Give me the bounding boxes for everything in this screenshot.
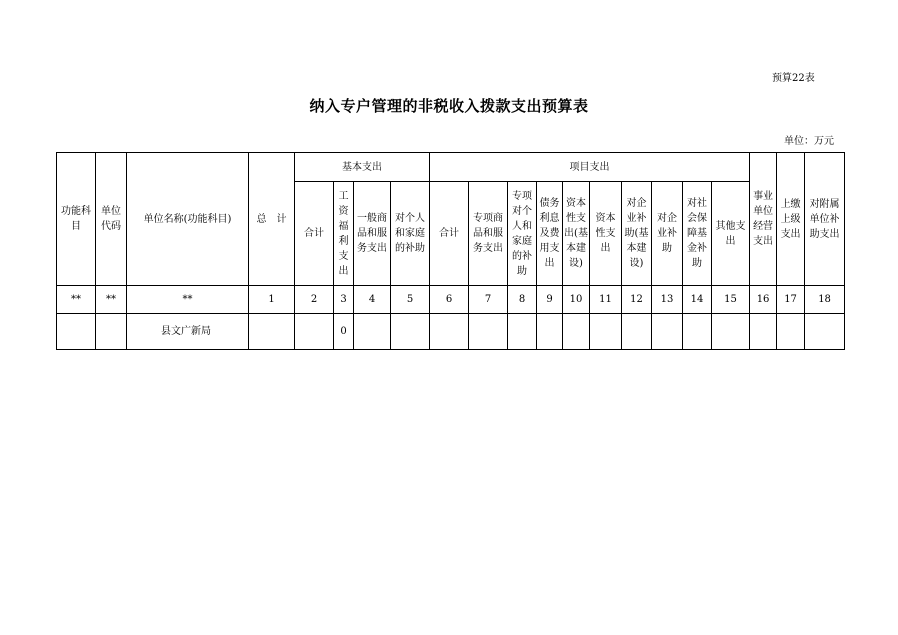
index-cell-16: 16 — [750, 286, 777, 314]
budget-table — [56, 152, 845, 350]
row-cell-basic-subtotal — [295, 314, 334, 350]
row-cell-business — [750, 314, 777, 350]
group-header-project: 项目支出 — [430, 153, 750, 182]
index-cell-func: ** — [57, 286, 96, 314]
index-cell-15: 15 — [712, 286, 750, 314]
index-cell-7: 7 — [469, 286, 508, 314]
row-cell-basic-goods — [354, 314, 391, 350]
row-cell-unit-name: 县文广新局 — [127, 314, 249, 350]
col-header-func: 功能科目 — [57, 153, 96, 286]
row-cell-project-social — [683, 314, 712, 350]
index-cell-10: 10 — [563, 286, 590, 314]
col-header-remit: 上缴上级支出 — [777, 153, 805, 286]
col-header-project-other: 其他支出 — [712, 182, 750, 286]
unit-label: 单位：万元 — [784, 136, 834, 147]
row-cell-project-capital — [590, 314, 622, 350]
row-cell-remit — [777, 314, 805, 350]
row-cell-project-other — [712, 314, 750, 350]
index-row — [57, 286, 845, 314]
index-cell-12: 12 — [622, 286, 652, 314]
row-cell-project-personal — [508, 314, 537, 350]
index-cell-code: ** — [96, 286, 127, 314]
row-cell-basic-wage: 0 — [334, 314, 354, 350]
row-cell-total — [249, 314, 295, 350]
index-cell-17: 17 — [777, 286, 805, 314]
col-header-project-enterprise-base: 对企业补助(基本建设) — [622, 182, 652, 286]
index-cell-2: 2 — [295, 286, 334, 314]
header-row-groups — [57, 153, 845, 182]
group-header-basic: 基本支出 — [295, 153, 430, 182]
row-cell-basic-personal — [391, 314, 430, 350]
row-cell-affiliate — [805, 314, 845, 350]
row-cell-project-goods — [469, 314, 508, 350]
row-cell-project-debt — [537, 314, 563, 350]
col-header-project-capital-base: 资本性支出(基本建设) — [563, 182, 590, 286]
form-number: 预算22表 — [772, 73, 815, 84]
col-header-basic-personal: 对个人和家庭的补助 — [391, 182, 430, 286]
row-cell-project-enterprise — [652, 314, 683, 350]
row-cell-func — [57, 314, 96, 350]
col-header-basic-subtotal: 合计 — [295, 182, 334, 286]
index-cell-8: 8 — [508, 286, 537, 314]
row-cell-project-capital-base — [563, 314, 590, 350]
index-cell-1: 1 — [249, 286, 295, 314]
index-cell-3: 3 — [334, 286, 354, 314]
col-header-project-capital: 资本性支出 — [590, 182, 622, 286]
col-header-project-subtotal: 合计 — [430, 182, 469, 286]
index-cell-18: 18 — [805, 286, 845, 314]
col-header-project-goods: 专项商品和服务支出 — [469, 182, 508, 286]
index-cell-11: 11 — [590, 286, 622, 314]
index-cell-13: 13 — [652, 286, 683, 314]
col-header-project-debt: 债务利息及费用支出 — [537, 182, 563, 286]
table-row — [57, 314, 845, 350]
col-header-business: 事业单位经营支出 — [750, 153, 777, 286]
index-cell-5: 5 — [391, 286, 430, 314]
col-header-name: 单位名称(功能科目) — [127, 153, 249, 286]
col-header-project-social: 对社会保障基金补助 — [683, 182, 712, 286]
row-cell-project-subtotal — [430, 314, 469, 350]
page-title: 纳入专户管理的非税收入拨款支出预算表 — [309, 97, 589, 115]
col-header-basic-wage: 工资福利支出 — [334, 182, 354, 286]
col-header-affiliate: 对附属单位补助支出 — [805, 153, 845, 286]
col-header-total: 总 计 — [249, 153, 295, 286]
col-header-basic-goods: 一般商品和服务支出 — [354, 182, 391, 286]
index-cell-name: ** — [127, 286, 249, 314]
index-cell-14: 14 — [683, 286, 712, 314]
row-cell-code — [96, 314, 127, 350]
col-header-project-enterprise: 对企业补助 — [652, 182, 683, 286]
col-header-code: 单位代码 — [96, 153, 127, 286]
index-cell-4: 4 — [354, 286, 391, 314]
col-header-project-personal: 专项对个人和家庭的补助 — [508, 182, 537, 286]
row-cell-project-enterprise-base — [622, 314, 652, 350]
index-cell-6: 6 — [430, 286, 469, 314]
index-cell-9: 9 — [537, 286, 563, 314]
